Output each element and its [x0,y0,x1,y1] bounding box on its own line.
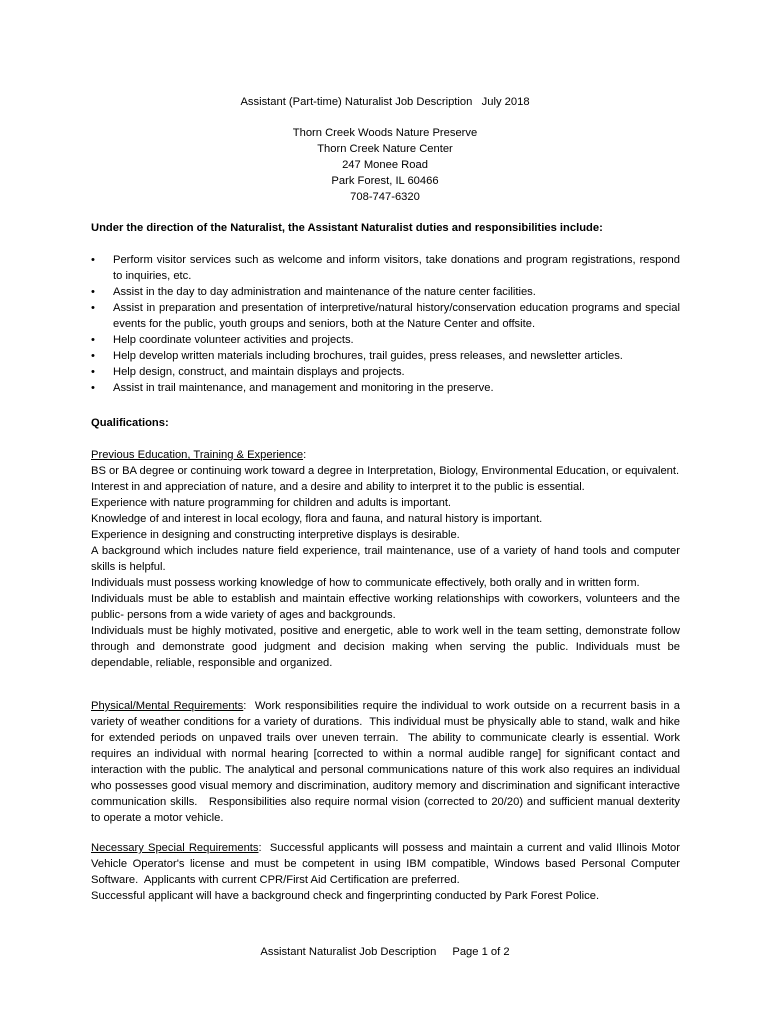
list-item: • Assist in trail maintenance, and management and monitoring in the preserve. [91,380,680,396]
qualifications-heading: Qualifications: [91,417,169,429]
list-item: • Help coordinate volunteer activities and projects. [91,332,680,348]
list-item: • Help design, construct, and maintain displays and projects. [91,364,680,380]
education-line: Individuals must be highly motivated, positive and energetic, able to work well in the team setting, demonstrate follow through and demonstrate good judgment and decision making when serving the public. Individuals must be dependable, reliable, responsible and organized. [91,625,680,669]
footer-doc-name: Assistant Naturalist Job Description [260,946,437,958]
necessary-requirements-heading: Necessary Special Requirements [91,842,259,854]
address-line: 247 Monee Road [342,159,428,171]
education-section [91,447,680,671]
education-line: Experience with nature programming for children and adults is important. [91,497,452,509]
necessary-requirements-paragraph [91,840,684,888]
footer-page-number: Page 1 of 2 [452,946,510,958]
education-line: Interest in and appreciation of nature, and a desire and ability to interpret it to the public is essential. [91,481,585,493]
education-line: Experience in designing and constructing interpretive displays is desirable. [91,529,460,541]
list-item: • Assist in preparation and presentation of interpretive/natural history/conservation education programs and special events for the public, youth groups and seniors, both at the Nature Center and offsite. [91,300,680,332]
physical-requirements-text: : Work responsibilities require the individual to work outside on a recurrent basis in a variety of weather conditions for a variety of durations. This individual must be physically able to stand, walk and hike for extended periods on unpaved trails over uneven terrain. The ability to communicate clearly is essential. Work requires an individual with normal hearing [corrected to within a normal audible range] for significant contact and interaction with the public. The analytical and personal communications nature of this work also requires an individual who possesses good visual memory and discrimination, auditory memory and discrimination and significant interactive communication skills. Responsibilities also require normal vision (corrected to 20/20) and sufficient manual dexterity to operate a motor vehicle. [91,700,684,824]
necessary-requirements-text: : Successful applicants will possess and maintain a current and valid Illinois Motor Vehicle Operator's license and must be competent in using IBM compatible, Windows based Personal Computer Software. Applicants with current CPR/First Aid Certification are preferred. [91,842,684,886]
education-line: A background which includes nature field experience, trail maintenance, use of a variety of hand tools and computer skills is helpful. [91,545,680,573]
education-line: Knowledge of and interest in local ecology, flora and fauna, and natural history is important. [91,513,543,525]
document-title: Assistant (Part-time) Naturalist Job Description July 2018 [240,96,530,108]
duties-intro: Under the direction of the Naturalist, the Assistant Naturalist duties and responsibilities include: [91,222,603,234]
address-line: 708-747-6320 [350,191,420,203]
address-block [0,125,770,205]
physical-requirements-heading: Physical/Mental Requirements [91,700,244,712]
address-line: Thorn Creek Woods Nature Preserve [292,127,478,139]
list-item: • Assist in the day to day administration and maintenance of the nature center facilities. [91,284,680,300]
education-line: Individuals must possess working knowledge of how to communicate effectively, both orally and in written form. [91,577,640,589]
education-heading: Previous Education, Training & Experience [91,449,304,461]
education-heading-suffix: : [303,449,307,461]
education-line: Individuals must be able to establish and maintain effective working relationships with coworkers, volunteers and the public- persons from a wide variety of ages and backgrounds. [91,593,680,621]
physical-requirements-paragraph [91,698,684,826]
address-line: Park Forest, IL 60466 [331,175,439,187]
education-line: BS or BA degree or continuing work toward a degree in Interpretation, Biology, Environmental Education, or equivalent. [91,465,680,477]
address-line: Thorn Creek Nature Center [317,143,453,155]
education-heading-line [91,447,680,463]
list-item: • Help develop written materials including brochures, trail guides, press releases, and newsletter articles. [91,348,680,364]
necessary-requirements-last-line: Successful applicant will have a background check and fingerprinting conducted by Park Forest Police. [91,890,600,902]
necessary-requirements-section [91,840,684,904]
page-footer [0,944,770,960]
list-item: • Perform visitor services such as welcome and inform visitors, take donations and program registrations, respond to inquiries, etc. [91,252,680,284]
duties-list [91,252,680,396]
physical-requirements-section [91,698,684,826]
